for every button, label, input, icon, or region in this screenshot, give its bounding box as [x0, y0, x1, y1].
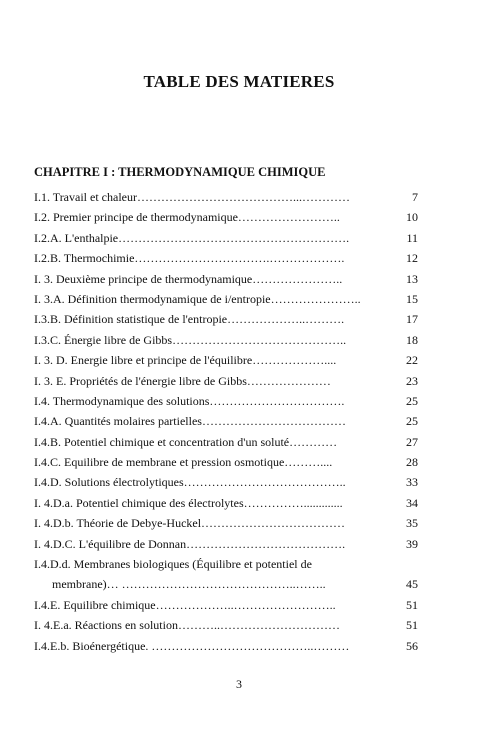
- toc-entry: [34, 309, 418, 329]
- toc-entry-title: I.2.A. L'enthalpie………………………………………………….: [34, 230, 350, 245]
- toc-entry-page: 7: [412, 190, 418, 204]
- toc-entry: [34, 513, 418, 533]
- toc-entry-title: I.1. Travail et chaleur…………………………………...…………: [34, 190, 350, 204]
- toc-entry-page: 10: [406, 210, 418, 225]
- toc-entry-page: 15: [406, 291, 418, 306]
- toc-entry: [34, 248, 418, 268]
- toc-entry-page: 45: [406, 577, 418, 592]
- toc-entry: [34, 187, 418, 207]
- toc-entry-title: I.4.E. Equilibre chimique………………..……………………..: [34, 597, 336, 612]
- toc-entry-title: I. 4.D.a. Potentiel chimique des électrolytes…………….............: [34, 495, 343, 510]
- toc-entry-page: 18: [406, 332, 418, 347]
- toc-entry-page: 28: [406, 455, 418, 470]
- toc-entry: [34, 595, 418, 615]
- toc-entry-title: I.3.C. Énergie libre de Gibbs……………………………………..: [34, 332, 347, 347]
- toc-entry-page: 51: [406, 597, 418, 612]
- toc-entry: [34, 411, 418, 431]
- table-of-contents: [34, 187, 418, 656]
- toc-entry-page: 35: [406, 516, 418, 531]
- toc-entry-page: 13: [406, 271, 418, 286]
- toc-entry-title: I. 4.E.a. Réactions en solution………..…………………………: [34, 618, 340, 633]
- toc-entry: [34, 228, 418, 248]
- toc-entry-title: I. 3.A. Définition thermodynamique de i/entropie…………………..: [34, 291, 361, 306]
- toc-entry: [34, 391, 418, 411]
- toc-entry-page: 51: [406, 618, 418, 633]
- toc-entry: [34, 636, 418, 656]
- toc-entry-title-continued: membrane)… ……………………………………..……..: [52, 577, 326, 592]
- toc-entry-title: I. 3. E. Propriétés de l'énergie libre de Gibbs…………………: [34, 373, 331, 388]
- toc-entry: [34, 432, 418, 452]
- page-number: 3: [236, 677, 242, 691]
- toc-entry-page: 25: [406, 393, 418, 408]
- toc-entry-page: 25: [406, 414, 418, 429]
- chapter-heading: CHAPITRE I : THERMODYNAMIQUE CHIMIQUE: [34, 165, 326, 179]
- toc-entry: [34, 289, 418, 309]
- toc-entry-title: I.4. Thermodynamique des solutions…………………………….: [34, 393, 345, 408]
- toc-entry-title: I. 4.D.C. L'équilibre de Donnan………………………………….: [34, 536, 346, 551]
- toc-entry-title: I.3.B. Définition statistique de l'entropie………………..……….: [34, 312, 345, 327]
- toc-entry-title: I.4.C. Equilibre de membrane et pression osmotique………....: [34, 455, 333, 470]
- toc-entry: [34, 615, 418, 635]
- toc-entry: [34, 371, 418, 391]
- toc-entry: [34, 493, 418, 513]
- toc-entry-title: I. 3. D. Energie libre et principe de l'équilibre………………....: [34, 353, 337, 368]
- toc-entry-page: 12: [406, 251, 418, 266]
- toc-entry-page: 11: [406, 230, 418, 245]
- toc-entry-title: I.2.B. Thermochimie…………………………….……………….: [34, 251, 345, 266]
- toc-entry: [34, 472, 418, 492]
- page-title: TABLE DES MATIERES: [143, 72, 335, 91]
- toc-entry: [34, 350, 418, 370]
- toc-entry-title: I.4.B. Potentiel chimique et concentration d'un soluté…………: [34, 434, 338, 449]
- toc-entry-page: 27: [406, 434, 418, 449]
- toc-entry-page: 17: [406, 312, 418, 327]
- toc-entry-page: 39: [406, 536, 418, 551]
- toc-entry: [34, 207, 418, 227]
- toc-entry-page: 56: [406, 638, 418, 653]
- toc-entry: [34, 452, 418, 472]
- toc-entry: [34, 330, 418, 350]
- toc-entry-title: I.4.E.b. Bioénergétique. …………………………………..………: [34, 638, 350, 653]
- toc-entry-page: 33: [406, 475, 418, 490]
- toc-entry: [34, 534, 418, 554]
- toc-entry-title: I.2. Premier principe de thermodynamique……………………..: [34, 210, 340, 225]
- toc-entry-title: I. 4.D.b. Théorie de Debye-Huckel………………………………: [34, 516, 346, 531]
- toc-entry-title: I. 3. Deuxième principe de thermodynamique…………………..: [34, 271, 343, 286]
- toc-entry-page: 34: [406, 495, 418, 510]
- toc-entry-title: I.4.A. Quantités molaires partielles………………………………: [34, 414, 346, 429]
- toc-entry: [34, 269, 418, 289]
- toc-entry-page: 22: [406, 353, 418, 368]
- toc-entry-page: 23: [406, 373, 418, 388]
- toc-entry-title: I.4.D.d. Membranes biologiques (Équilibre et potentiel de: [34, 557, 312, 572]
- toc-entry-title: I.4.D. Solutions électrolytiques…………………………………..: [34, 475, 346, 490]
- toc-entry: [34, 554, 418, 595]
